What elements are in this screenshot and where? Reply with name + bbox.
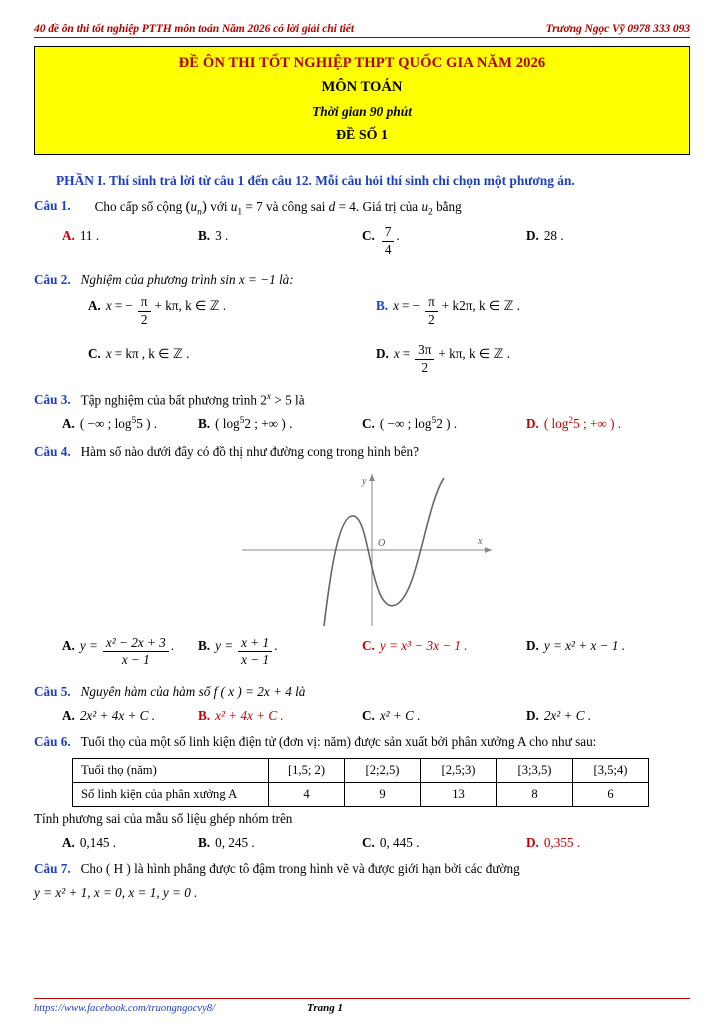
q3-option-c-sub: 5 bbox=[431, 416, 437, 427]
question-6-note: Tính phương sai của mẫu số liệu ghép nhóm trên bbox=[34, 811, 293, 827]
table-cell-count-5: 6 bbox=[573, 783, 649, 807]
q1-option-b-letter: B. bbox=[198, 227, 211, 243]
q4-option-c-text: y = x³ − 3x − 1 . bbox=[379, 638, 468, 654]
question-3 bbox=[34, 392, 690, 432]
question-4 bbox=[34, 444, 690, 672]
question-4-options bbox=[34, 634, 690, 672]
x-axis-label: x bbox=[478, 536, 483, 548]
q2-option-d-plus: + kπ bbox=[438, 345, 463, 361]
table-row-intervals bbox=[73, 759, 649, 783]
table-cell-count-3: 13 bbox=[421, 783, 497, 807]
exam-subject: MÔN TOÁN bbox=[321, 79, 403, 95]
q1-u1-val: = 7 bbox=[245, 199, 263, 214]
q1-option-d[interactable] bbox=[526, 228, 690, 262]
q2-option-a-letter: A. bbox=[88, 297, 101, 313]
q3-option-a-sub: 5 bbox=[131, 416, 137, 427]
q3-option-a[interactable] bbox=[34, 416, 198, 432]
q5-option-b[interactable] bbox=[198, 708, 362, 724]
q2-option-a-tail: , k ∈ ℤ . bbox=[178, 297, 227, 313]
q5-option-c-letter: C. bbox=[362, 708, 375, 724]
q2-option-d[interactable] bbox=[362, 342, 690, 380]
q1-option-a[interactable] bbox=[34, 228, 198, 262]
q1-text-d: . Giá trị của bbox=[355, 199, 419, 214]
q5-option-d-letter: D. bbox=[526, 708, 539, 724]
q3-option-d-letter: D. bbox=[526, 416, 539, 432]
question-6-options bbox=[34, 835, 690, 851]
exam-title-box bbox=[34, 46, 690, 155]
q6-option-c-letter: C. bbox=[362, 835, 375, 851]
q1-option-a-text: 11 . bbox=[79, 227, 100, 243]
question-2-label: Câu 2. bbox=[34, 271, 71, 287]
q3-option-b[interactable] bbox=[198, 416, 362, 432]
question-6-label: Câu 6. bbox=[34, 734, 71, 750]
question-7-label: Câu 7. bbox=[34, 861, 71, 877]
q2-option-d-den: 2 bbox=[421, 359, 429, 375]
question-7-text: Cho ( H ) là hình phẳng được tô đậm trong hình vẽ và được giới hạn bởi các đường bbox=[80, 861, 520, 877]
q5-option-b-text: x² + 4x + C . bbox=[215, 708, 284, 724]
q6-option-a-letter: A. bbox=[62, 835, 75, 851]
table-cell-interval-3: [2,5;3) bbox=[421, 759, 497, 783]
question-4-figure bbox=[34, 466, 690, 634]
q6-option-a[interactable] bbox=[34, 835, 198, 851]
q2-option-b-tail: , k ∈ ℤ . bbox=[472, 297, 521, 313]
q6-option-a-text: 0,145 . bbox=[79, 835, 117, 851]
q2-option-b[interactable] bbox=[362, 294, 690, 332]
q4-option-a-fraction bbox=[103, 635, 169, 669]
question-2-options-row1 bbox=[34, 294, 690, 332]
page-footer bbox=[0, 998, 724, 1014]
q2-option-c[interactable] bbox=[34, 346, 362, 380]
q5-option-d-text: 2x² + C . bbox=[543, 708, 592, 724]
q4-option-c-letter: C. bbox=[362, 638, 375, 654]
q5-option-a-text: 2x² + 4x + C . bbox=[79, 708, 156, 724]
question-6-text: Tuổi thọ của một số linh kiện điện tử (đơn vị: năm) được sản xuất bởi phân xưởng A cho như sau: bbox=[80, 734, 597, 750]
q3-text-a: Tập nghiệm của bất phương trình 2 bbox=[80, 392, 267, 408]
q6-option-d[interactable] bbox=[526, 835, 690, 851]
q1-option-b-text: 3 . bbox=[215, 227, 229, 243]
header-right-text: Trương Ngọc Vỹ 0978 333 093 bbox=[545, 22, 690, 35]
table-row-counts bbox=[73, 783, 649, 807]
q2-option-d-eq: = bbox=[402, 345, 411, 361]
q2-option-b-num: π bbox=[425, 294, 438, 312]
q3-option-c-text2: 2 ) . bbox=[436, 416, 458, 432]
q6-option-b-letter: B. bbox=[198, 835, 211, 851]
q5-option-d[interactable] bbox=[526, 708, 690, 724]
part-1-title: PHẦN I. Thí sinh trả lời từ câu 1 đến câu 12. Mỗi câu hỏi thí sinh chỉ chọn một phương án. bbox=[56, 173, 575, 188]
q2-option-c-letter: C. bbox=[88, 345, 101, 361]
q4-option-d-text: y = x² + x − 1 . bbox=[543, 638, 626, 654]
table-header-counts: Số linh kiện của phân xưởng A bbox=[73, 783, 269, 807]
cubic-graph bbox=[212, 466, 512, 634]
q2-option-b-den: 2 bbox=[428, 311, 435, 327]
header-divider bbox=[34, 37, 690, 38]
q2-option-c-x: x bbox=[105, 345, 112, 361]
question-2 bbox=[34, 272, 690, 380]
q2-option-d-num: 3π bbox=[415, 342, 434, 360]
question-3-options bbox=[34, 416, 690, 432]
q6-option-c-text: 0, 445 . bbox=[379, 835, 420, 851]
q5-option-b-letter: B. bbox=[198, 708, 211, 724]
q1-option-c[interactable] bbox=[362, 224, 526, 262]
table-cell-count-4: 8 bbox=[497, 783, 573, 807]
question-1 bbox=[34, 198, 690, 262]
q3-option-b-letter: B. bbox=[198, 416, 211, 432]
q2-option-b-plus: + k2π bbox=[441, 297, 473, 313]
question-3-text bbox=[81, 392, 690, 408]
q3-option-d-text2: 5 ; +∞ ) . bbox=[573, 416, 622, 432]
q4-option-b-num: x + 1 bbox=[238, 635, 272, 653]
question-5 bbox=[34, 684, 690, 724]
table-cell-count-1: 4 bbox=[269, 783, 345, 807]
q1-text-e: bằng bbox=[436, 199, 462, 214]
q3-option-a-text: ( −∞ ; log bbox=[79, 416, 132, 432]
q2-option-a-eq: = − bbox=[114, 297, 133, 313]
q4-option-c[interactable] bbox=[362, 638, 526, 672]
q3-option-c[interactable] bbox=[362, 416, 526, 432]
q1-option-b[interactable] bbox=[198, 228, 362, 262]
q2-option-c-tail: , k ∈ ℤ . bbox=[141, 345, 190, 361]
q2-option-c-eq: = kπ bbox=[114, 345, 139, 361]
q3-option-d-sub: 2 bbox=[568, 416, 574, 427]
question-1-label: Câu 1. bbox=[34, 198, 71, 213]
exam-title-line1: ĐỀ ÔN THI TỐT NGHIỆP THPT QUỐC GIA NĂM 2026 bbox=[178, 55, 546, 71]
question-4-text: Hàm số nào dưới đây có đồ thị như đường cong trong hình bên? bbox=[80, 444, 419, 460]
footer-facebook-link[interactable]: https://www.facebook.com/truongngocvy8/ bbox=[34, 1003, 216, 1014]
q1-u2: u bbox=[421, 199, 429, 214]
q2-option-a-num: π bbox=[138, 294, 151, 312]
q1-option-d-text: 28 . bbox=[543, 227, 564, 243]
q4-option-d-letter: D. bbox=[526, 638, 539, 654]
q2-option-b-eq: = − bbox=[401, 297, 421, 313]
q1-un-sub: n bbox=[197, 207, 202, 218]
question-5-text: Nguyên hàm của hàm số f ( x ) = 2x + 4 là bbox=[80, 684, 306, 700]
q1-text-c: và công sai bbox=[266, 199, 326, 214]
table-cell-interval-1: [1,5; 2) bbox=[269, 759, 345, 783]
origin-label: O bbox=[378, 538, 386, 550]
running-header bbox=[34, 22, 690, 35]
table-cell-interval-5: [3,5;4) bbox=[573, 759, 649, 783]
q6-option-b[interactable] bbox=[198, 835, 362, 851]
q2-option-a-fraction bbox=[138, 294, 151, 328]
q5-option-a-letter: A. bbox=[62, 708, 75, 724]
q3-option-b-text2: 2 ; +∞ ) . bbox=[244, 416, 293, 432]
q1-un: u bbox=[190, 199, 198, 214]
question-4-label: Câu 4. bbox=[34, 444, 71, 460]
q4-option-a-letter: A. bbox=[62, 638, 75, 654]
q3-text-b: > 5 là bbox=[274, 392, 305, 408]
exam-number: ĐỀ SỐ 1 bbox=[335, 128, 389, 143]
question-6 bbox=[34, 734, 690, 851]
q3-option-c-text: ( −∞ ; log bbox=[379, 416, 432, 432]
exam-duration: Thời gian 90 phút bbox=[312, 104, 412, 119]
q1-u1-sub: 1 bbox=[237, 207, 243, 218]
q3-exponent: x bbox=[266, 391, 272, 402]
q4-option-b[interactable]: B. y = $\frac{x + 1}{x - 1}$ . bbox=[198, 634, 278, 668]
q6-option-c[interactable] bbox=[362, 835, 526, 851]
q2-option-b-fraction bbox=[425, 294, 438, 328]
q4-option-b-letter: B. bbox=[198, 638, 211, 654]
question-7-line2: y = x² + 1, x = 0, x = 1, y = 0 . bbox=[34, 885, 198, 901]
q4-option-b-den: x − 1 bbox=[241, 652, 270, 668]
question-7 bbox=[34, 861, 690, 901]
q6-option-d-letter: D. bbox=[526, 835, 539, 851]
q1-text-b: với bbox=[210, 199, 228, 214]
y-axis-label: y bbox=[362, 476, 367, 488]
q1-option-c-letter: C. bbox=[362, 227, 375, 243]
question-1-text: Cho cấp số cộng $(u_n)$ với $u_1 = 7$ và công sai d = 4. Giá trị của $u_2$ bằng bbox=[94, 198, 462, 218]
table-cell-interval-4: [3;3,5) bbox=[497, 759, 573, 783]
footer-page-number: Trang 1 bbox=[307, 1002, 344, 1014]
q3-option-b-text: ( log bbox=[215, 416, 240, 432]
q2-option-b-letter: B. bbox=[376, 297, 389, 313]
q3-option-a-text2: 5 ) . bbox=[136, 416, 158, 432]
q6-option-d-text: 0,355 . bbox=[543, 835, 581, 851]
q2-option-a[interactable] bbox=[34, 294, 362, 332]
q2-option-a-den: 2 bbox=[140, 311, 148, 327]
q6-option-b-text: 0, 245 . bbox=[215, 835, 255, 851]
question-1-options bbox=[34, 224, 690, 262]
table-header-ages: Tuổi thọ (năm) bbox=[73, 759, 269, 783]
q2-option-a-plus: + kπ bbox=[154, 297, 179, 313]
q4-option-d[interactable] bbox=[526, 638, 690, 672]
question-3-label: Câu 3. bbox=[34, 391, 71, 407]
q1-d: d bbox=[328, 199, 336, 214]
q2-option-d-fraction bbox=[415, 342, 434, 376]
q1-text-a: Cho cấp số cộng bbox=[94, 199, 183, 214]
q5-option-c[interactable] bbox=[362, 708, 526, 724]
q4-option-a-num: x² − 2x + 3 bbox=[103, 635, 169, 653]
q3-option-c-letter: C. bbox=[362, 416, 375, 432]
q1-d-val: = 4 bbox=[338, 199, 356, 214]
q4-option-b-fraction bbox=[238, 635, 272, 669]
q5-option-a[interactable] bbox=[34, 708, 198, 724]
question-5-label: Câu 5. bbox=[34, 684, 71, 700]
table-cell-interval-2: [2;2,5) bbox=[345, 759, 421, 783]
table-cell-count-2: 9 bbox=[345, 783, 421, 807]
q4-option-a-den: x − 1 bbox=[121, 652, 150, 668]
q1-u2-sub: 2 bbox=[428, 207, 433, 218]
q1-option-d-letter: D. bbox=[526, 227, 539, 243]
q5-option-c-text: x² + C . bbox=[379, 708, 421, 724]
q3-option-d[interactable] bbox=[526, 416, 690, 432]
question-5-options bbox=[34, 708, 690, 724]
q2-option-d-letter: D. bbox=[376, 345, 389, 361]
q4-option-a[interactable]: A. y = $\frac{\text{x² − 2x + 3}}{x - 1}$ . bbox=[62, 634, 175, 668]
header-left-text: 40 đề ôn thi tốt nghiệp PTTH môn toán Năm 2026 có lời giải chi tiết bbox=[34, 22, 354, 35]
q2-option-d-x: x bbox=[393, 345, 400, 361]
footer-divider bbox=[34, 998, 690, 999]
question-2-options-row2 bbox=[34, 342, 690, 380]
q2-option-a-x: x bbox=[105, 297, 112, 313]
q1-u1: u bbox=[230, 199, 238, 214]
q2-option-b-x: x bbox=[393, 297, 399, 313]
q2-option-d-tail: , k ∈ ℤ . bbox=[462, 345, 511, 361]
question-6-table bbox=[72, 758, 649, 807]
q4-option-b-tail: . bbox=[274, 638, 278, 654]
q3-option-d-text: ( log bbox=[543, 416, 569, 432]
q3-option-a-letter: A. bbox=[62, 416, 75, 432]
q1-option-c-num: 7 bbox=[382, 224, 395, 242]
q1-option-c-tail: . bbox=[396, 227, 400, 243]
q3-option-b-sub: 5 bbox=[239, 416, 245, 427]
question-2-text: Nghiệm của phương trình sin x = −1 là: bbox=[80, 271, 294, 287]
q1-option-a-letter: A. bbox=[62, 227, 75, 243]
q4-option-a-tail: . bbox=[170, 638, 175, 654]
q1-option-c-den: 4 bbox=[384, 241, 392, 257]
q1-option-c-fraction bbox=[382, 224, 395, 258]
